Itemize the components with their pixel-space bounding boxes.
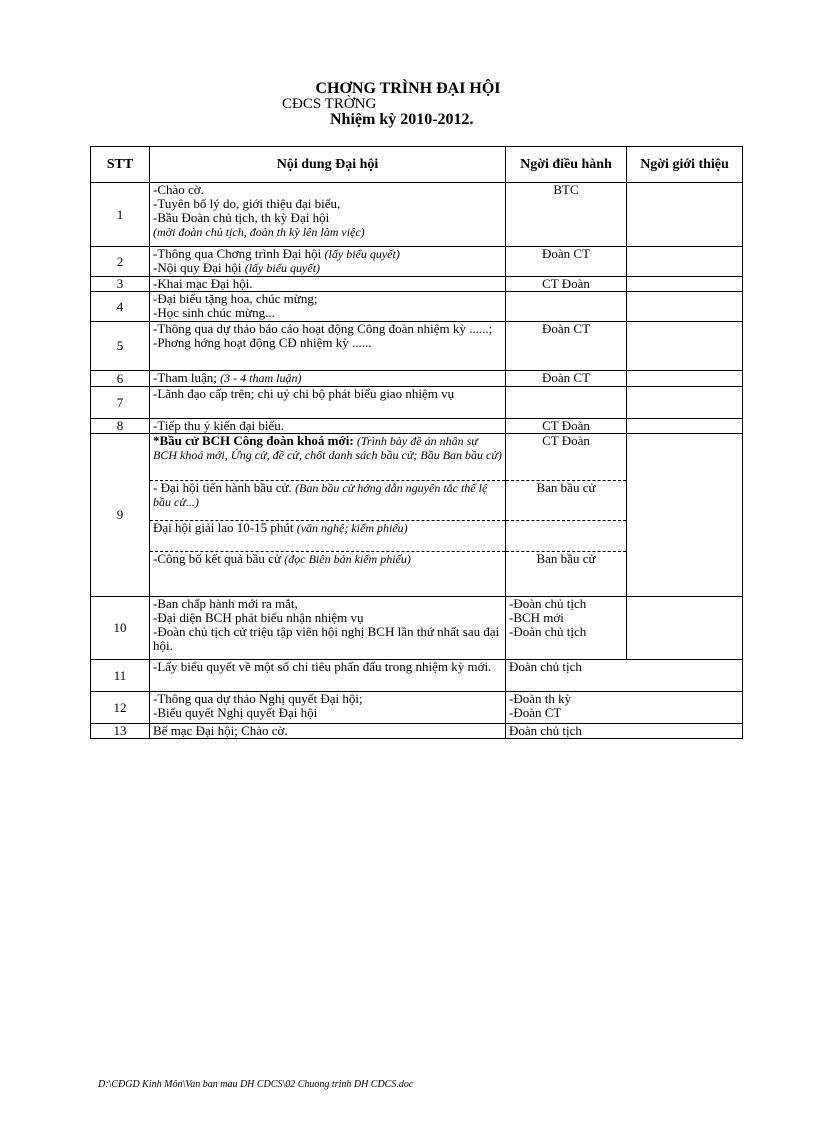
row-presenter — [627, 597, 743, 660]
table-row — [91, 247, 743, 277]
content-line: -Học sinh chúc mừng... — [153, 305, 275, 320]
content-line: -Phơng hớng hoạt động CĐ nhiệm kỳ ...... — [153, 335, 372, 350]
host-line: -Đoàn th kỳ — [509, 691, 572, 706]
row-content — [150, 434, 506, 597]
row-content — [150, 292, 506, 322]
row-presenter — [627, 419, 743, 434]
content-line: -Chào cờ. — [153, 182, 204, 197]
row-stt: 5 — [91, 322, 150, 371]
row-content: Bế mạc Đại hội; Chào cờ. — [150, 724, 506, 739]
content-note: (lấy biểu quyết) — [324, 247, 400, 261]
content-line: - Đại hội tiến hành bầu cử. — [153, 480, 292, 495]
row-stt: 9 — [91, 434, 150, 597]
table-row — [91, 692, 743, 724]
row-stt: 4 — [91, 292, 150, 322]
table-row — [91, 183, 743, 247]
row-stt: 2 — [91, 247, 150, 277]
content-note: (Trình bày đề án nhân sự BCH khoá mới, Ứng cử, đề cử, chốt danh sách bầu cử; Bầu Ban bầu cử) — [153, 434, 502, 462]
table-row — [91, 387, 743, 419]
content-note: (Ban bầu cử hớng dẫn nguyên tắc thể lệ bầu cử...) — [153, 481, 488, 509]
row-host: CT Đoàn — [506, 277, 627, 292]
table-row — [91, 277, 743, 292]
row-stt: 10 — [91, 597, 150, 660]
row-content — [150, 247, 506, 277]
row-content — [150, 322, 506, 371]
table-row — [91, 371, 743, 387]
row-presenter — [627, 434, 743, 597]
host-line — [506, 520, 626, 551]
content-note: (mời đoàn chủ tịch, đoàn th kỳ lên làm việc) — [153, 225, 365, 239]
document-term: Nhiệm kỳ 2010-2012. — [330, 111, 474, 128]
content-line: -Thông qua Chơng trình Đại hội — [153, 246, 322, 261]
row-content — [150, 692, 506, 724]
header-host: Ngời điều hành — [506, 147, 627, 183]
row-host — [506, 434, 627, 597]
content-note: (lấy biểu quyết) — [244, 261, 321, 275]
row-content — [150, 371, 506, 387]
row-presenter — [627, 387, 743, 419]
content-line: -Đại biểu tặng hoa, chúc mừng; — [153, 291, 318, 306]
content-line: -Bầu Đoàn chủ tịch, th kỳ Đại hội — [153, 210, 330, 225]
row-content: -Khai mạc Đại hội. — [150, 277, 506, 292]
row-presenter — [627, 277, 743, 292]
table-row — [91, 292, 743, 322]
table-row — [91, 322, 743, 371]
row-stt: 13 — [91, 724, 150, 739]
row-host — [506, 692, 743, 724]
table-row — [91, 724, 743, 739]
row-presenter — [627, 371, 743, 387]
row-host: CT Đoàn — [506, 419, 627, 434]
host-line: -Đoàn chủ tịch — [509, 596, 587, 611]
host-line: CT Đoàn — [542, 433, 590, 448]
content-line: -Ban chấp hành mới ra mắt, — [153, 596, 298, 611]
row-content: -Lấy biểu quyết về một số chỉ tiêu phấn đấu trong nhiệm kỳ mới. — [150, 660, 506, 692]
content-line: -Thông qua dự thảo Nghị quyết Đại hội; — [153, 691, 363, 706]
host-line: -BCH mới — [509, 610, 564, 625]
table-row — [91, 660, 743, 692]
row-host: Đoàn CT — [506, 247, 627, 277]
row-presenter — [627, 247, 743, 277]
row-stt: 6 — [91, 371, 150, 387]
content-line: -Công bố kết quả bầu cử — [153, 551, 281, 566]
document-subtitle: CĐCS TRỜNG — [282, 96, 377, 112]
row-stt: 8 — [91, 419, 150, 434]
header-presenter: Ngời giới thiệu — [627, 147, 743, 183]
content-line: -Tham luận; — [153, 370, 217, 385]
row-host — [506, 597, 627, 660]
row-host: BTC — [506, 183, 627, 247]
row-host: Đoàn CT — [506, 322, 627, 371]
row-stt: 12 — [91, 692, 150, 724]
host-line: -Đoàn chủ tịch — [509, 624, 587, 639]
content-line: -Đại diện BCH phát biểu nhận nhiệm vụ — [153, 610, 364, 625]
row-host — [506, 387, 627, 419]
content-line: Đại hội giải lao 10-15 phút — [153, 520, 294, 535]
row-presenter — [627, 183, 743, 247]
row-content: -Tiếp thu ý kiến đại biểu. — [150, 419, 506, 434]
content-line: *Bầu cử BCH Công đoàn khoá mới: — [153, 433, 354, 448]
table-row — [91, 434, 743, 597]
table-header-row — [91, 147, 743, 183]
row-host — [506, 292, 627, 322]
row-content — [150, 597, 506, 660]
content-note: (văn nghệ; kiểm phiếu) — [296, 521, 408, 535]
content-line: -Biểu quyết Nghị quyết Đại hội — [153, 705, 318, 720]
row-stt: 7 — [91, 387, 150, 419]
content-note: (đọc Biên bản kiểm phiếu) — [284, 552, 411, 566]
row-host: Đoàn chủ tịch — [506, 724, 743, 739]
row-host: Đoàn chủ tịch — [506, 660, 743, 692]
host-line: Ban bầu cử — [506, 551, 626, 566]
header-content: Nội dung Đại hội — [150, 147, 506, 183]
header-stt: STT — [91, 147, 150, 183]
table-row — [91, 419, 743, 434]
row-presenter — [627, 322, 743, 371]
table-row — [91, 597, 743, 660]
host-line: Ban bầu cử — [506, 480, 626, 520]
content-line: -Đoàn chủ tịch cử triệu tập viên hội nghị BCH lần thứ nhất sau đại hội. — [153, 624, 500, 653]
document-title: CHƠNG TRÌNH ĐẠI HỘI — [315, 80, 501, 97]
file-path-footer: D:\CĐGD Kinh Môn\Van ban mau DH CDCS\02 Chuong trinh DH CDCS.doc — [98, 1079, 414, 1090]
row-content: -Lãnh đạo cấp trên; chi uỷ chi bộ phát biểu giao nhiệm vụ — [150, 387, 506, 419]
row-content — [150, 183, 506, 247]
row-stt: 11 — [91, 660, 150, 692]
row-stt: 3 — [91, 277, 150, 292]
host-line: -Đoàn CT — [509, 705, 562, 720]
content-line: -Thông qua dự thảo báo cáo hoạt động Công đoàn nhiệm kỳ ......; — [153, 321, 493, 336]
row-stt: 1 — [91, 183, 150, 247]
row-presenter — [627, 292, 743, 322]
row-host: Đoàn CT — [506, 371, 627, 387]
program-table — [90, 146, 743, 739]
content-line: -Nội quy Đại hội — [153, 260, 242, 275]
content-line: -Tuyên bố lý do, giới thiệu đại biểu, — [153, 196, 341, 211]
content-note: (3 - 4 tham luận) — [220, 371, 302, 385]
